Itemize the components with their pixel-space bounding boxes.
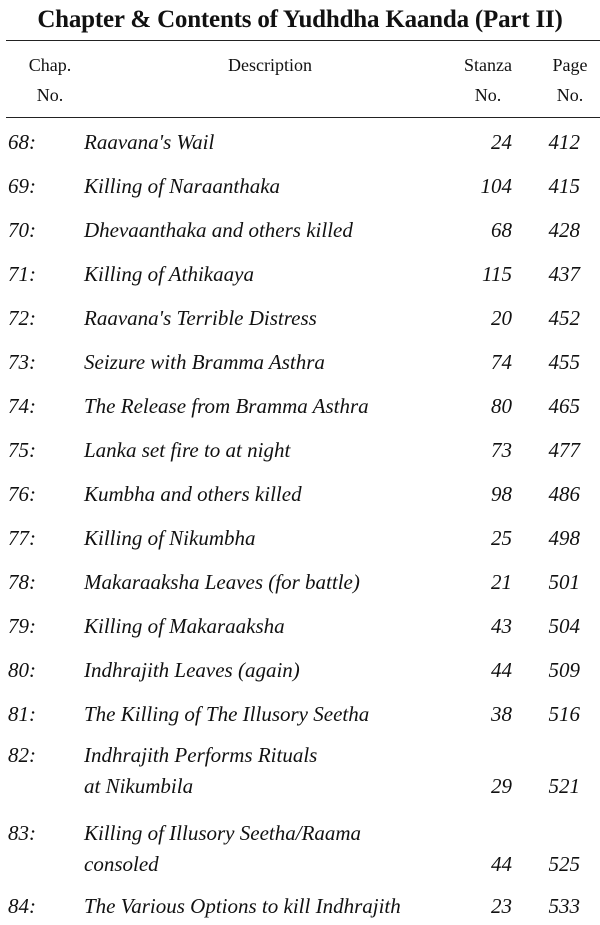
chapter-description [84,655,300,686]
page-number: 501 [548,570,580,594]
page-title: Chapter & Contents of Yudhdha Kaanda (Part II) [37,6,563,33]
chapter-number: 70: [8,218,36,242]
stanza-number: 25 [491,526,512,550]
chapter-description [84,699,369,730]
description-line: Killing of Naraanthaka [84,174,281,198]
description-line: Killing of Athikaaya [84,262,254,286]
stanza-number: 24 [491,130,512,154]
stanza-number: 68 [491,218,512,242]
description-line: Raavana's Wail [84,130,215,154]
stanza-number: 73 [491,438,512,462]
chapter-description [84,523,256,554]
chapter-number: 77: [8,526,36,550]
description-line: Makaraaksha Leaves (for battle) [84,570,360,594]
description-line: Killing of Makaraaksha [84,614,285,638]
page-number: 509 [548,658,580,682]
chapter-number: 71: [8,262,36,286]
description-line: Killing of Nikumbha [84,526,256,550]
chapter-number: 83: [8,821,36,845]
chapter-description [84,818,361,880]
page-number: 437 [548,262,580,286]
chapter-number: 69: [8,174,36,198]
page-number: 486 [548,482,580,506]
header-chap-line: No. [36,85,64,105]
chapter-number: 79: [8,614,36,638]
chapter-description [84,259,254,290]
chapter-number: 84: [8,894,36,918]
stanza-number: 29 [491,774,512,798]
chapter-description [84,891,401,922]
header-chap-no [18,50,82,110]
chapter-number: 74: [8,394,36,418]
page-number: 521 [548,774,580,798]
stanza-number: 21 [491,570,512,594]
description-line: The Release from Bramma Asthra [84,394,369,418]
stanza-number: 44 [491,658,512,682]
chapter-description [84,479,302,510]
description-line: Indhrajith Performs Rituals [84,743,318,767]
chapter-description [84,391,369,422]
stanza-number: 104 [480,174,512,198]
description-line: The Various Options to kill Indhrajith [84,894,401,918]
header-page-no [538,50,600,110]
description-line: Dhevaanthaka and others killed [84,218,353,242]
stanza-number: 74 [491,350,512,374]
description-line: Raavana's Terrible Distress [84,306,317,330]
chapter-number: 72: [8,306,36,330]
description-line: Seizure with Bramma Asthra [84,350,325,374]
description-line: The Killing of The Illusory Seetha [84,702,370,726]
chapter-number: 68: [8,130,36,154]
chapter-number: 81: [8,702,36,726]
header-page-line: No. [556,85,584,105]
page-number: 516 [548,702,580,726]
stanza-number: 23 [491,894,512,918]
chapter-number: 73: [8,350,36,374]
chapter-description [84,127,214,158]
page-number: 525 [548,852,580,876]
stanza-number: 20 [491,306,512,330]
chapter-number: 78: [8,570,36,594]
header-rule [6,117,600,118]
header-description: Description [228,55,312,75]
page-number: 415 [548,174,580,198]
stanza-number: 115 [482,262,512,286]
chapter-description [84,303,317,334]
chapter-description [84,611,285,642]
header-chap-line: Chap. [28,55,72,75]
page-number: 428 [548,218,580,242]
page-number: 477 [548,438,580,462]
chapter-number: 75: [8,438,36,462]
stanza-number: 38 [491,702,512,726]
page-number: 455 [548,350,580,374]
chapter-description [84,435,290,466]
description-line: Lanka set fire to at night [84,438,291,462]
page-number: 504 [548,614,580,638]
page-number: 452 [548,306,580,330]
header-stanza-no [448,50,528,110]
page-number: 465 [548,394,580,418]
stanza-number: 43 [491,614,512,638]
title-rule [6,40,600,41]
header-stanza-line: Stanza [464,55,512,75]
description-line: consoled [84,852,159,876]
chapter-description [84,215,353,246]
chapter-description [84,347,325,378]
page-number: 533 [548,894,580,918]
chapter-description [84,740,317,802]
page-number: 498 [548,526,580,550]
chapter-description [84,567,360,598]
description-line: Kumbha and others killed [84,482,302,506]
header-stanza-line: No. [474,85,502,105]
stanza-number: 44 [491,852,512,876]
description-line: at Nikumbila [84,774,194,798]
stanza-number: 98 [491,482,512,506]
chapter-number: 76: [8,482,36,506]
page-number: 412 [548,130,580,154]
chapter-description [84,171,280,202]
chapter-number: 80: [8,658,36,682]
stanza-number: 80 [491,394,512,418]
description-line: Killing of Illusory Seetha/Raama [84,821,362,845]
header-page-line: Page [552,55,588,75]
description-line: Indhrajith Leaves (again) [84,658,300,682]
chapter-number: 82: [8,743,36,767]
